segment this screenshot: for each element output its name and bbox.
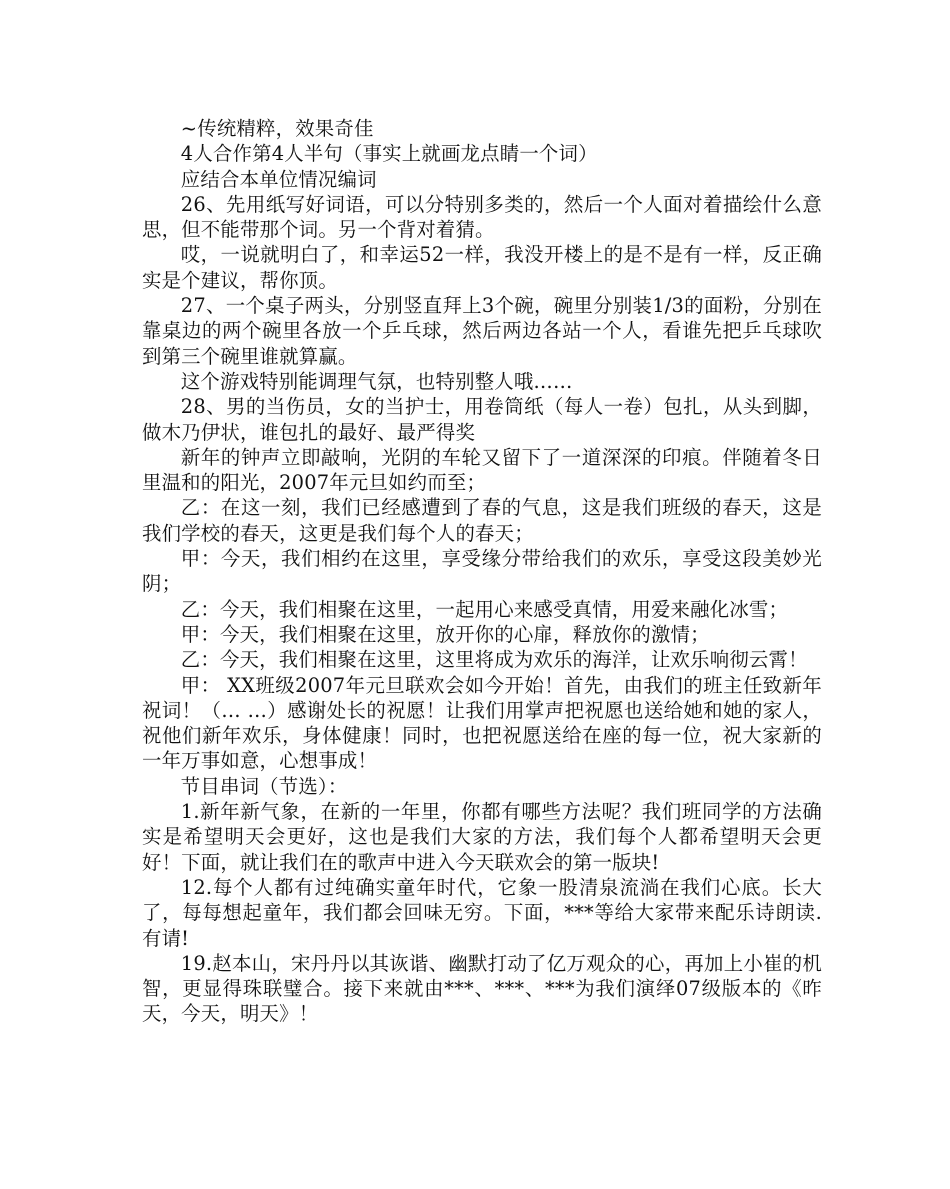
dialogue-line: 甲：今天，我们相约在这里，享受缘分带给我们的欢乐，享受这段美妙光阴； [142, 547, 822, 596]
section-heading: 节目串词（节选）： [180, 774, 348, 798]
paragraph: 新年的钟声立即敲响，光阴的车轮又留下了一道深深的印痕。伴随着冬日里温和的阳光，2007年元旦如约而至； [142, 445, 822, 495]
paragraph: 应结合本单位情况编词 [180, 167, 377, 191]
paragraph: 4人合作第4人半句（事实上就画龙点睛一个词） [180, 142, 598, 166]
dialogue-line: 乙：今天，我们相聚在这里，一起用心来感受真情，用爱来融化冰雪； [180, 597, 789, 621]
paragraph: 28、男的当伤员，女的当护士，用卷筒纸（每人一卷）包扎，从头到脚，做木乃伊状，谁包扎的最好、最严得奖 [142, 395, 822, 444]
document-body [142, 116, 822, 1027]
dialogue-line: 甲： XX班级2007年元旦联欢会如今开始！首先，由我们的班主任致新年祝词！（… …）感谢处长的祝愿！让我们用掌声把祝愿也送给她和她的家人，祝他们新年欢乐，身体健康！同时，也把祝愿送给在座的每一位，祝大家新的一年万事如意，心想事成！ [142, 673, 822, 773]
dialogue-line: 甲：今天，我们相聚在这里，放开你的心扉，释放你的激情； [180, 622, 710, 646]
paragraph: ~传统精粹，效果奇佳 [180, 117, 374, 140]
paragraph: 27、一个桌子两头，分别竖直拜上3个碗，碗里分别装1/3的面粉，分别在靠桌边的两个碗里各放一个乒乓球，然后两边各站一个人，看谁先把乒乓球吹到第三个碗里谁就算赢。 [142, 294, 822, 368]
dialogue-line: 乙：在这一刻，我们已经感遭到了春的气息，这是我们班级的春天，这是我们学校的春天，这更是我们每个人的春天； [142, 496, 822, 545]
program-item: 1.新年新气象，在新的一年里，你都有哪些方法呢？我们班同学的方法确实是希望明天会更好，这也是我们大家的方法，我们每个人都希望明天会更好！下面，就让我们在的歌声中进入今天联欢会的第一版块! [142, 800, 822, 874]
paragraph: 这个游戏特别能调理气氛，也特别整人哦…… [180, 369, 573, 393]
program-item: 12.每个人都有过纯确实童年时代，它象一股清泉流淌在我们心底。长大了，每每想起童年，我们都会回味无穷。下面，***等给大家带来配乐诗朗读.有请! [142, 875, 822, 950]
program-item: 19.赵本山，宋丹丹以其诙谐、幽默打动了亿万观众的心，再加上小崔的机智，更显得珠联璧合。接下来就由***、***、***为我们演绎07级版本的《昨天，今天，明天》！ [142, 951, 822, 1026]
paragraph: 26、先用纸写好词语，可以分特别多类的，然后一个人面对着描绘什么意思，但不能带那个词。另一个背对着猜。 [142, 192, 822, 242]
dialogue-line: 乙：今天，我们相聚在这里，这里将成为欢乐的海洋，让欢乐响彻云霄！ [180, 648, 808, 672]
paragraph: 哎，一说就明白了，和幸运52一样，我没开楼上的是不是有一样，反正确实是个建议，帮你顶。 [142, 243, 822, 292]
